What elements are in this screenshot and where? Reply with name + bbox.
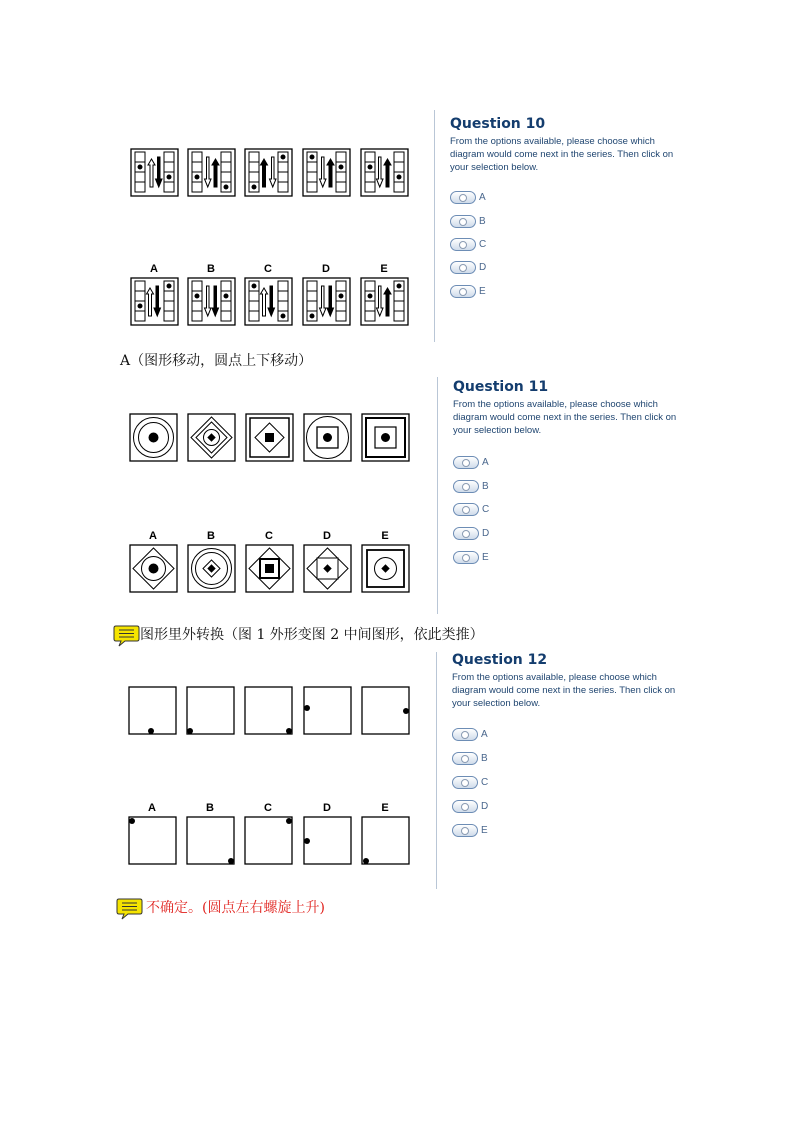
radio-icon[interactable] xyxy=(453,456,479,469)
q12-option-e[interactable] xyxy=(452,821,488,839)
q11-option-letter-d: D xyxy=(323,530,331,542)
q11-option-letter-c: C xyxy=(265,530,273,542)
q11-option-fig-d xyxy=(304,545,351,592)
q12-series-fig-2 xyxy=(187,687,234,734)
note-icon xyxy=(116,897,144,921)
q12-divider xyxy=(436,652,437,889)
question-12-title: Question 12 xyxy=(452,652,548,668)
radio-icon[interactable] xyxy=(453,527,479,540)
q12-option-c[interactable] xyxy=(452,773,488,791)
q10-option-fig-c xyxy=(245,278,292,325)
question-10-instructions: From the options available, please choose which diagram would come next in the series. Then click on your selection below. xyxy=(450,136,674,173)
q12-series-fig-3 xyxy=(245,687,292,734)
q11-divider xyxy=(437,377,438,614)
q12-option-c-label: C xyxy=(481,776,489,788)
q11-series xyxy=(130,414,409,461)
q10-divider xyxy=(434,110,435,342)
q11-option-d-label: D xyxy=(482,527,490,539)
q12-option-d[interactable] xyxy=(452,797,488,815)
q12-option-letter-e: E xyxy=(381,802,389,814)
radio-icon[interactable] xyxy=(452,752,478,765)
q10-option-letter-e: E xyxy=(380,263,388,275)
q10-option-fig-e xyxy=(361,278,408,325)
q12-option-letter-c: C xyxy=(264,802,272,814)
q10-series-fig-3 xyxy=(245,149,292,196)
q12-series xyxy=(129,687,409,734)
q11-option-fig-a xyxy=(130,545,177,592)
q12-option-fig-d xyxy=(304,817,351,864)
q12-option-fig-e xyxy=(362,817,409,864)
q11-option-c[interactable] xyxy=(453,500,489,518)
q12-series-fig-4 xyxy=(304,687,351,734)
q11-option-d[interactable] xyxy=(453,524,489,542)
radio-icon[interactable] xyxy=(452,728,478,741)
question-12-instructions: From the options available, please choose which diagram would come next in the series. Then click on your selection below. xyxy=(452,672,676,709)
q10-option-b[interactable] xyxy=(450,212,486,230)
q10-option-letter-d: D xyxy=(322,263,330,275)
radio-icon[interactable] xyxy=(453,551,479,564)
q10-option-e-label: E xyxy=(479,285,486,297)
note-icon xyxy=(113,624,141,648)
q10-option-c-label: C xyxy=(479,238,487,250)
radio-icon[interactable] xyxy=(452,824,478,837)
q12-option-e-label: E xyxy=(481,824,488,836)
q12-option-fig-b xyxy=(187,817,234,864)
q10-series-fig-4 xyxy=(303,149,350,196)
q12-option-fig-c xyxy=(245,817,292,864)
question-11-instructions: From the options available, please choose which diagram would come next in the series. Then click on your selection below. xyxy=(453,399,677,436)
q11-option-b-label: B xyxy=(482,480,489,492)
q11-option-letter-e: E xyxy=(381,530,389,542)
q12-option-letter-d: D xyxy=(323,802,331,814)
radio-icon[interactable] xyxy=(450,215,476,228)
q10-option-d-label: D xyxy=(479,261,487,273)
q10-caption: A（图形移动，圆点上下移动） xyxy=(120,353,313,369)
q12-option-d-label: D xyxy=(481,800,489,812)
q10-series-fig-1 xyxy=(131,149,178,196)
q12-option-fig-a xyxy=(129,817,176,864)
q12-option-a-label: A xyxy=(481,728,488,740)
q11-option-fig-e xyxy=(362,545,409,592)
q12-option-letter-b: B xyxy=(206,802,214,814)
q11-option-fig-c xyxy=(246,545,293,592)
q12-option-a[interactable] xyxy=(452,725,488,743)
q10-series xyxy=(131,149,408,196)
q11-series-fig-3 xyxy=(246,414,293,461)
q11-option-e[interactable] xyxy=(453,548,489,566)
q12-series-fig-1 xyxy=(129,687,176,734)
q12-caption: 不确定。(圆点左右螺旋上升) xyxy=(146,900,325,916)
q11-caption: 图形里外转换（图 1 外形变图 2 中间图形，依此类推） xyxy=(140,627,484,643)
q11-option-b[interactable] xyxy=(453,477,489,495)
radio-icon[interactable] xyxy=(450,191,476,204)
q10-option-fig-b xyxy=(188,278,235,325)
q11-option-a[interactable] xyxy=(453,453,489,471)
q12-option-b[interactable] xyxy=(452,749,488,767)
q10-option-fig-a xyxy=(131,278,178,325)
radio-icon[interactable] xyxy=(450,261,476,274)
q11-option-a-label: A xyxy=(482,456,489,468)
q10-option-a-label: A xyxy=(479,191,486,203)
q10-option-b-label: B xyxy=(479,215,486,227)
q11-option-fig-b xyxy=(188,545,235,592)
q10-option-fig-d xyxy=(303,278,350,325)
q10-options xyxy=(131,278,408,325)
radio-icon[interactable] xyxy=(450,285,476,298)
q10-series-fig-2 xyxy=(188,149,235,196)
q10-series-fig-5 xyxy=(361,149,408,196)
q10-option-c[interactable] xyxy=(450,235,486,253)
q10-option-e[interactable] xyxy=(450,282,486,300)
q10-option-d[interactable] xyxy=(450,258,486,276)
q10-option-letter-a: A xyxy=(150,263,158,275)
q12-options xyxy=(129,817,409,864)
question-10-title: Question 10 xyxy=(450,116,546,132)
q11-series-fig-1 xyxy=(130,414,177,461)
q11-series-fig-2 xyxy=(188,414,235,461)
radio-icon[interactable] xyxy=(453,480,479,493)
q11-option-letter-b: B xyxy=(207,530,215,542)
q11-series-fig-5 xyxy=(362,414,409,461)
q10-option-letter-b: B xyxy=(207,263,215,275)
radio-icon[interactable] xyxy=(452,800,478,813)
q11-options xyxy=(130,545,409,592)
q11-option-e-label: E xyxy=(482,551,489,563)
q11-option-letter-a: A xyxy=(149,530,157,542)
q10-option-a[interactable] xyxy=(450,188,486,206)
q11-series-fig-4 xyxy=(304,414,351,461)
q12-option-b-label: B xyxy=(481,752,488,764)
radio-icon[interactable] xyxy=(452,776,478,789)
q10-option-letter-c: C xyxy=(264,263,272,275)
q12-option-letter-a: A xyxy=(148,802,156,814)
question-11-title: Question 11 xyxy=(453,379,549,395)
radio-icon[interactable] xyxy=(450,238,476,251)
q12-series-fig-5 xyxy=(362,687,409,734)
q11-option-c-label: C xyxy=(482,503,490,515)
radio-icon[interactable] xyxy=(453,503,479,516)
